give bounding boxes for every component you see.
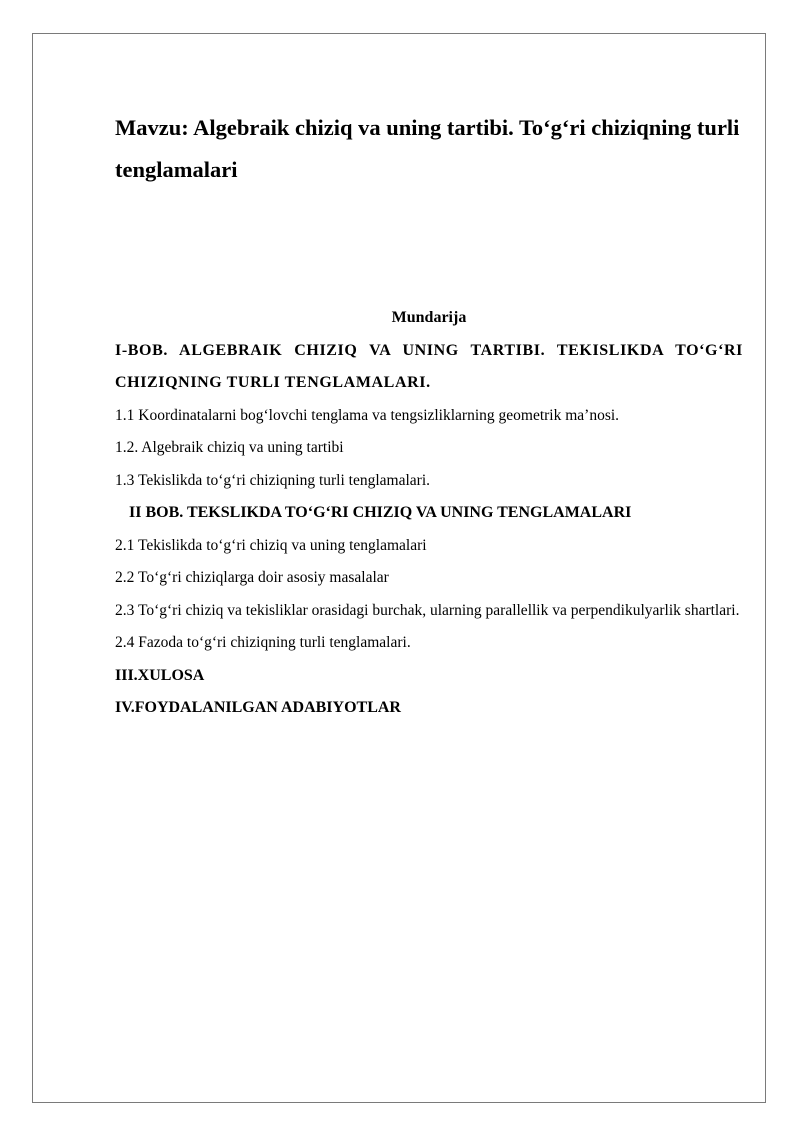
- toc-item-1-2: 1.2. Algebraik chiziq va uning tartibi: [115, 439, 344, 456]
- toc-item-2-4: 2.4 Fazoda to‘g‘ri chiziqning turli tenglamalari.: [115, 634, 411, 651]
- toc-references: IV.FOYDALANILGAN ADABIYOTLAR: [115, 699, 401, 716]
- toc-item-2-1: 2.1 Tekislikda to‘g‘ri chiziq va uning tenglamalari: [115, 536, 427, 554]
- toc-item-2-3: 2.3 To‘g‘ri chiziq va tekisliklar orasidagi burchak, ularning parallellik va perpendikulyarlik shartlari.: [115, 601, 740, 619]
- toc-conclusion: III.XULOSA: [115, 666, 205, 684]
- toc-heading: Mundarija: [391, 309, 467, 326]
- toc-chapter-2: II BOB. TEKSLIKDA TO‘G‘RI CHIZIQ VA UNING TENGLAMALARI: [129, 504, 632, 521]
- toc-item-1-1: 1.1 Koordinatalarni bog‘lovchi tenglama va tengsizliklarning geometrik ma’nosi.: [115, 406, 620, 424]
- toc-item-2-2: 2.2 To‘g‘ri chiziqlarga doir asosiy masalalar: [115, 569, 389, 586]
- toc-item-1-3: 1.3 Tekislikda to‘g‘ri chiziqning turli tenglamalari.: [115, 471, 431, 489]
- table-of-contents: [115, 302, 743, 725]
- document-title: Mavzu: Algebraik chiziq va uning tartibi. To‘g‘ri chiziqning turli tenglamalari: [115, 115, 740, 182]
- toc-chapter-1: I-BOB. ALGEBRAIK CHIZIQ VA UNING TARTIBI. TEKISLIKDA TO‘G‘RI CHIZIQNING TURLI TENGLAMALARI.: [115, 341, 743, 391]
